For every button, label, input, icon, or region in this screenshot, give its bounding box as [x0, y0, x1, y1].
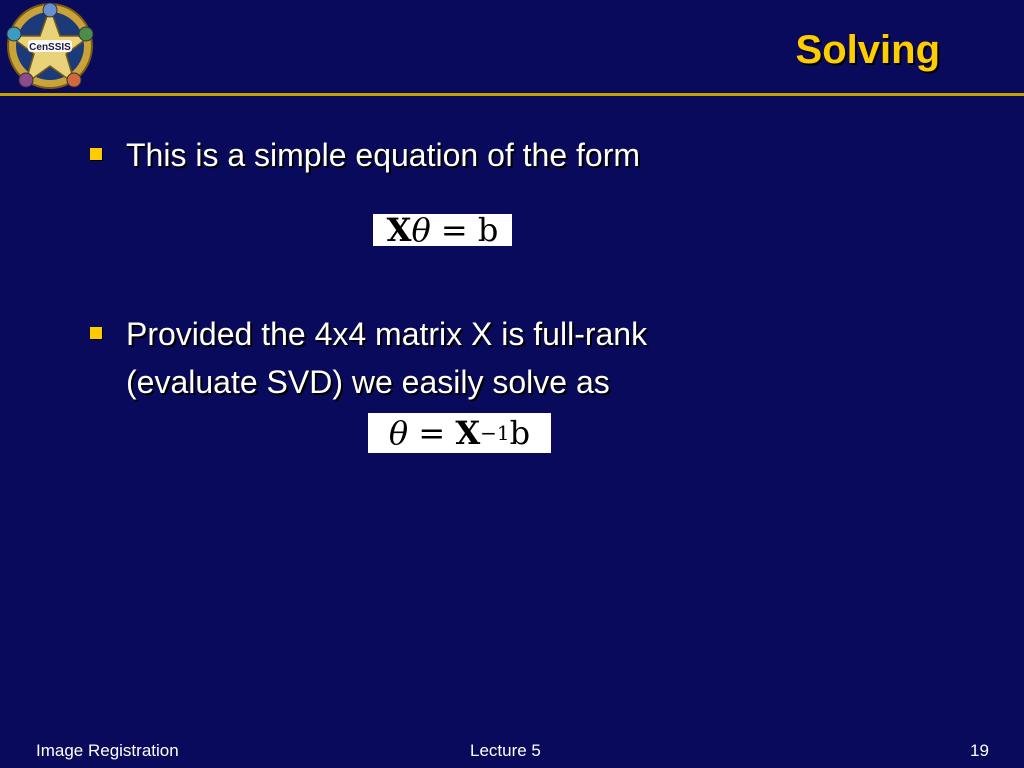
- title-divider: [0, 93, 1024, 96]
- bullet-square-icon: [90, 327, 102, 339]
- equation-theta: θ: [411, 211, 431, 249]
- equation-rhs: b: [477, 211, 499, 249]
- equation-equals: =: [440, 211, 468, 249]
- svg-text:CenSSIS: CenSSIS: [29, 42, 71, 53]
- equation-exponent: −1: [480, 421, 510, 445]
- equation-matrix: X: [386, 211, 412, 249]
- bullet-text-line2: (evaluate SVD) we easily solve as: [126, 364, 610, 400]
- equation-equals: =: [418, 414, 446, 452]
- footer-left: Image Registration: [36, 741, 179, 760]
- bullet-item-2: [90, 310, 950, 406]
- bullet-text: This is a simple equation of the form: [126, 137, 641, 173]
- footer-center: Lecture 5: [470, 741, 541, 760]
- bullet-item-1: [90, 131, 950, 179]
- equation-matrix: X: [455, 414, 481, 452]
- equation-rhs: b: [509, 414, 531, 452]
- equation-solution: [368, 413, 551, 453]
- footer-page-number: 19: [970, 741, 989, 760]
- equation-theta: θ: [388, 414, 409, 452]
- slide-title: Solving: [795, 28, 940, 72]
- bullet-text-line1: Provided the 4x4 matrix X is full-rank: [126, 316, 648, 352]
- censsis-star-logo-icon: [2, 0, 98, 92]
- bullet-square-icon: [90, 148, 102, 160]
- censsis-logo: [2, 0, 98, 92]
- equation-system: [373, 211, 512, 249]
